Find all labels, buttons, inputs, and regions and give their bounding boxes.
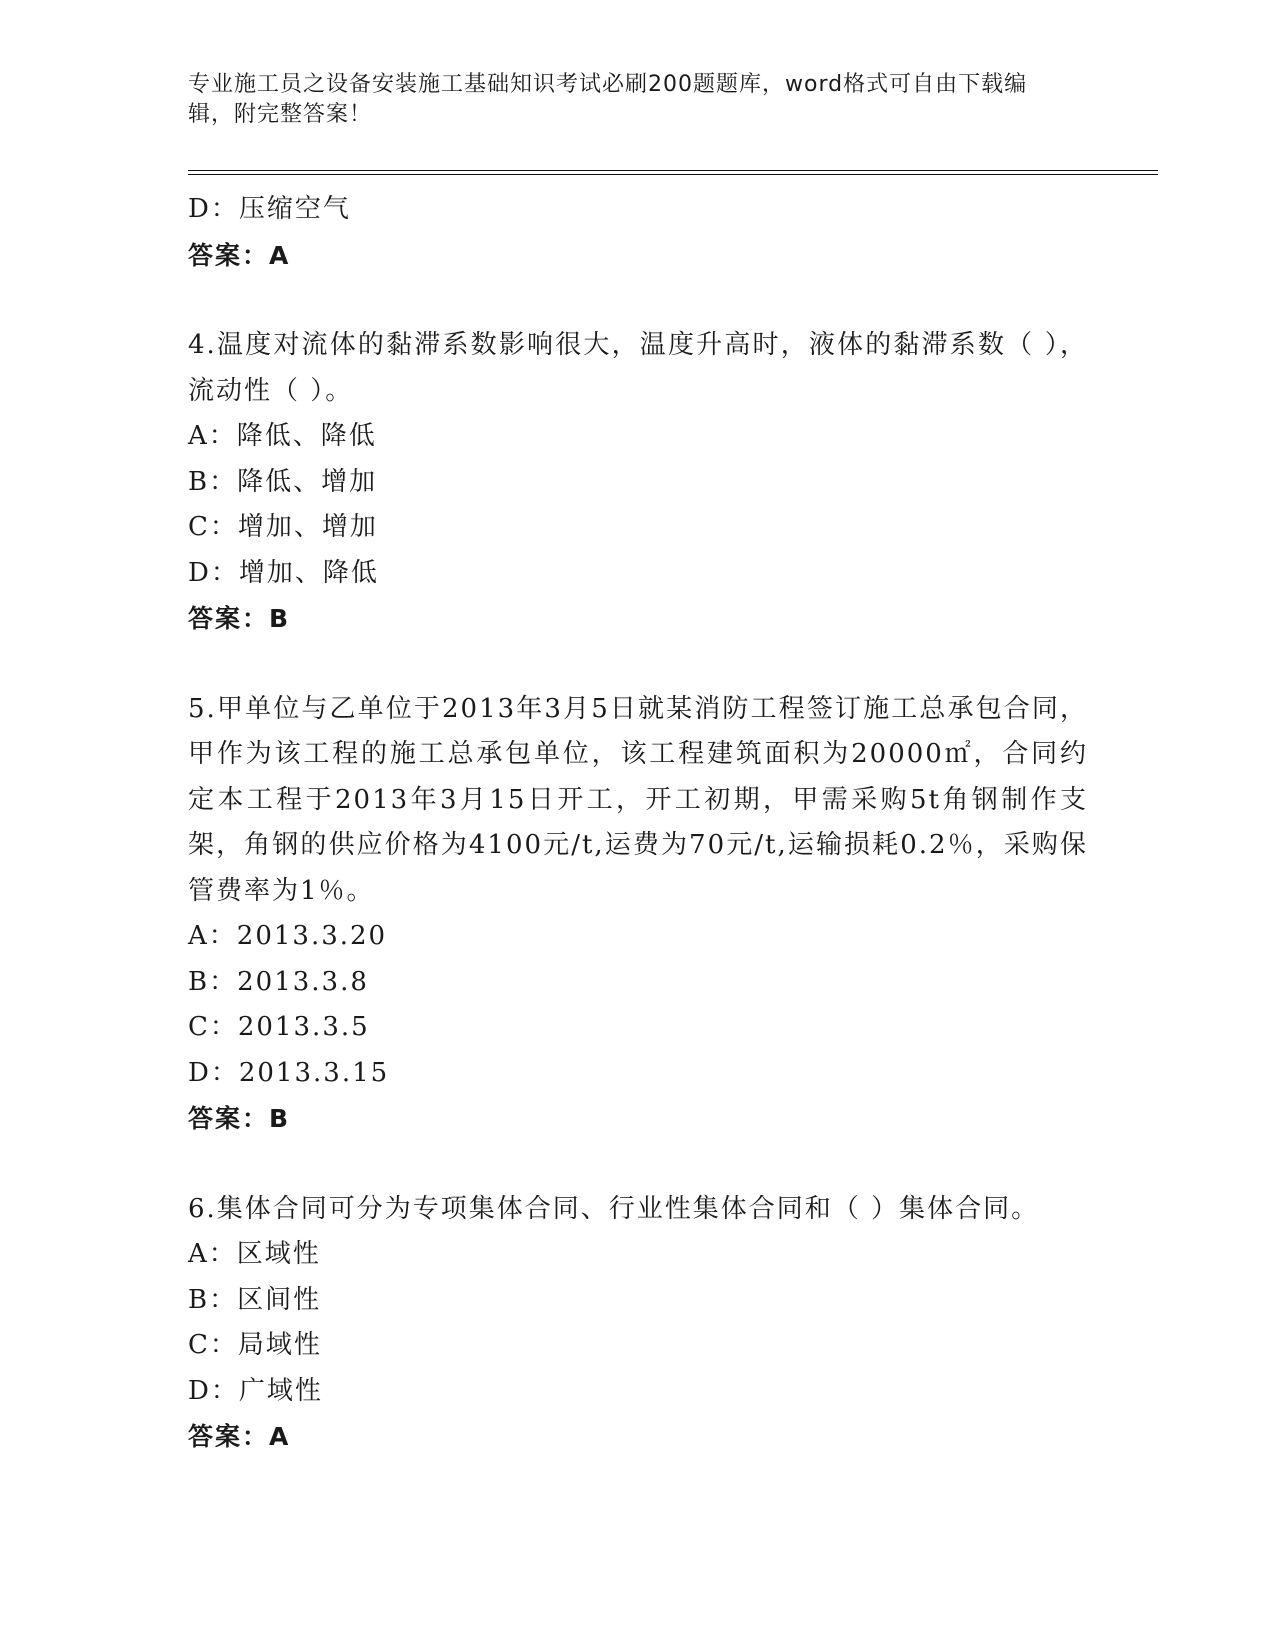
option-b: B：区间性 [188, 1284, 322, 1315]
option-b: B：降低、增加 [188, 466, 378, 497]
document-page [188, 70, 1158, 1460]
answer: 答案：B [188, 1104, 291, 1133]
question-content [188, 187, 1158, 1460]
option-d: D：增加、降低 [188, 557, 379, 588]
option-c: C：增加、增加 [188, 512, 378, 542]
document-header: 专业施工员之设备安装施工基础知识考试必刷200题题库，word格式可自由下载编辑，附完整答案！ [188, 72, 1028, 127]
option-d: D：广域性 [188, 1375, 323, 1406]
option-b: B：2013.3.8 [188, 966, 369, 997]
option-c: C：2013.3.5 [188, 1012, 370, 1042]
option-a: A：区域性 [188, 1239, 321, 1269]
header-double-rule [188, 170, 1158, 175]
answer: 答案：A [188, 240, 291, 270]
option-a: A：降低、降低 [188, 421, 377, 451]
question-stem: 5.甲单位与乙单位于2013年3月5日就某消防工程签订施工总承包合同，甲作为该工程的施工总承包单位，该工程建筑面积为20000㎡，合同约定本工程于2013年3月15日开工，开工初期，甲需采购5t角钢制作支架，角钢的供应价格为4100元/t,运费为70元/t,运输损耗0.2％，采购保管费率为1％。 [188, 693, 1088, 906]
question-block [188, 1187, 1158, 1460]
answer: 答案：A [188, 1422, 291, 1451]
question-block [188, 687, 1158, 1142]
question-stem: 6.集体合同可分为专项集体合同、行业性集体合同和（ ）集体合同。 [188, 1193, 1040, 1224]
question-stem: 4.温度对流体的黏滞系数影响很大，温度升高时，液体的黏滞系数（ ），流动性（ ）。 [188, 330, 1088, 406]
option-a: A：2013.3.20 [188, 921, 388, 951]
answer: 答案：B [188, 604, 291, 633]
question-block [188, 323, 1158, 642]
option-c: C：局域性 [188, 1330, 322, 1360]
option-d: D：2013.3.15 [188, 1057, 390, 1088]
option-d: D：压缩空气 [188, 194, 351, 224]
